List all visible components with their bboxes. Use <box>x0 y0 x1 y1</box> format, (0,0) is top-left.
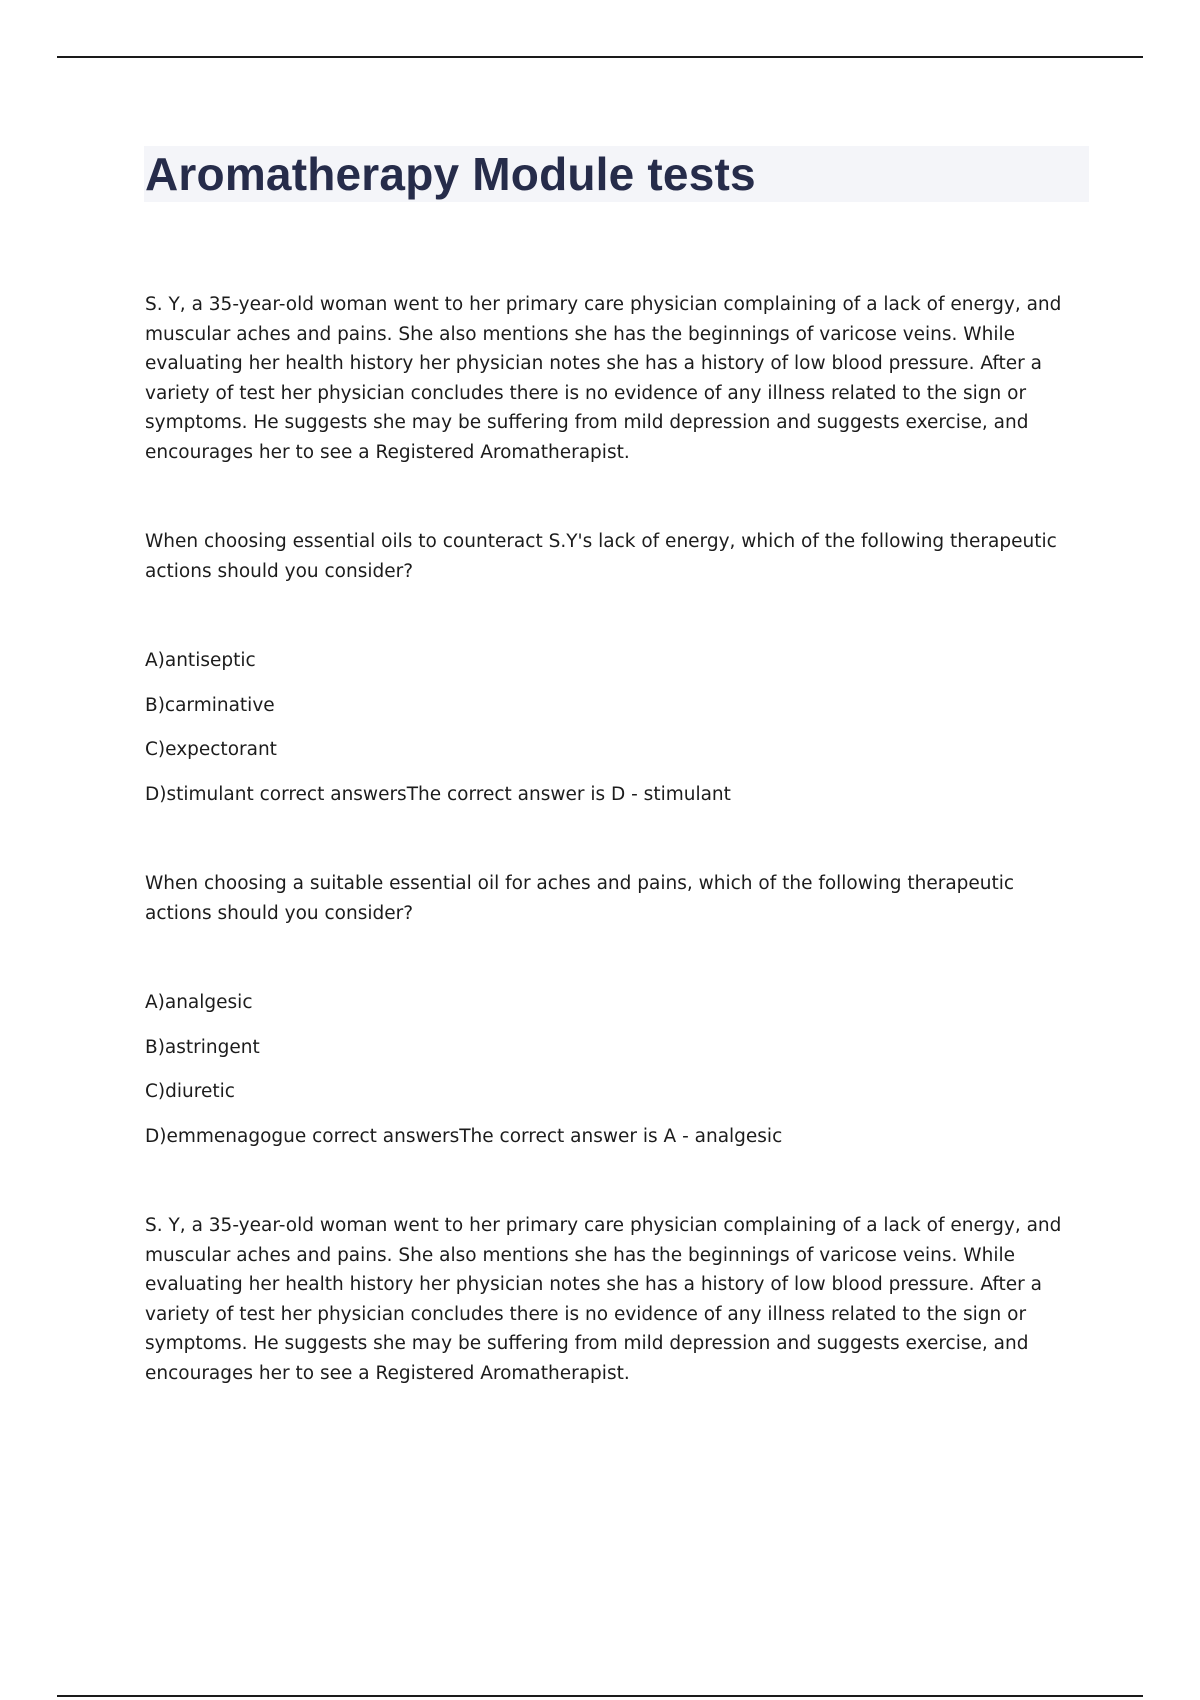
question-1: When choosing essential oils to counteract S.Y's lack of energy, which of the following therapeutic actions should you consider? <box>145 531 1057 582</box>
q2-option-d-answer: D)emmenagogue correct answersThe correct answer is A - analgesic <box>145 1125 783 1147</box>
top-rule <box>57 56 1143 58</box>
question-2: When choosing a suitable essential oil for aches and pains, which of the following therapeutic actions should you consider? <box>145 873 1015 924</box>
document-body <box>145 290 1085 1388</box>
page-title: Aromatherapy Module tests <box>145 148 756 200</box>
q1-option-d-answer: D)stimulant correct answersThe correct answer is D - stimulant <box>145 783 731 805</box>
q2-option-b: B)astringent <box>145 1036 260 1058</box>
q1-option-c: C)expectorant <box>145 739 277 760</box>
q1-option-a: A)antiseptic <box>145 650 256 671</box>
q1-option-b: B)carminative <box>145 694 275 716</box>
case-scenario-1: S. Y, a 35-year-old woman went to her primary care physician complaining of a lack of energy, and muscular aches and pains. She also mentions she has the beginnings of varicose veins. While evaluating her health history her physician notes she has a history of low blood pressure. After a variety of test her physician concludes there is no evidence of any illness related to the sign or symptoms. He suggests she may be suffering from mild depression and suggests exercise, and encourages her to see a Registered Aromatherapist. <box>145 294 1062 463</box>
q2-option-c: C)diuretic <box>145 1081 235 1102</box>
case-scenario-2: S. Y, a 35-year-old woman went to her primary care physician complaining of a lack of energy, and muscular aches and pains. She also mentions she has the beginnings of varicose veins. While evaluating her health history her physician notes she has a history of low blood pressure. After a variety of test her physician concludes there is no evidence of any illness related to the sign or symptoms. He suggests she may be suffering from mild depression and suggests exercise, and encourages her to see a Registered Aromatherapist. <box>145 1215 1062 1384</box>
q2-option-a: A)analgesic <box>145 992 253 1013</box>
bottom-rule <box>57 1695 1143 1697</box>
